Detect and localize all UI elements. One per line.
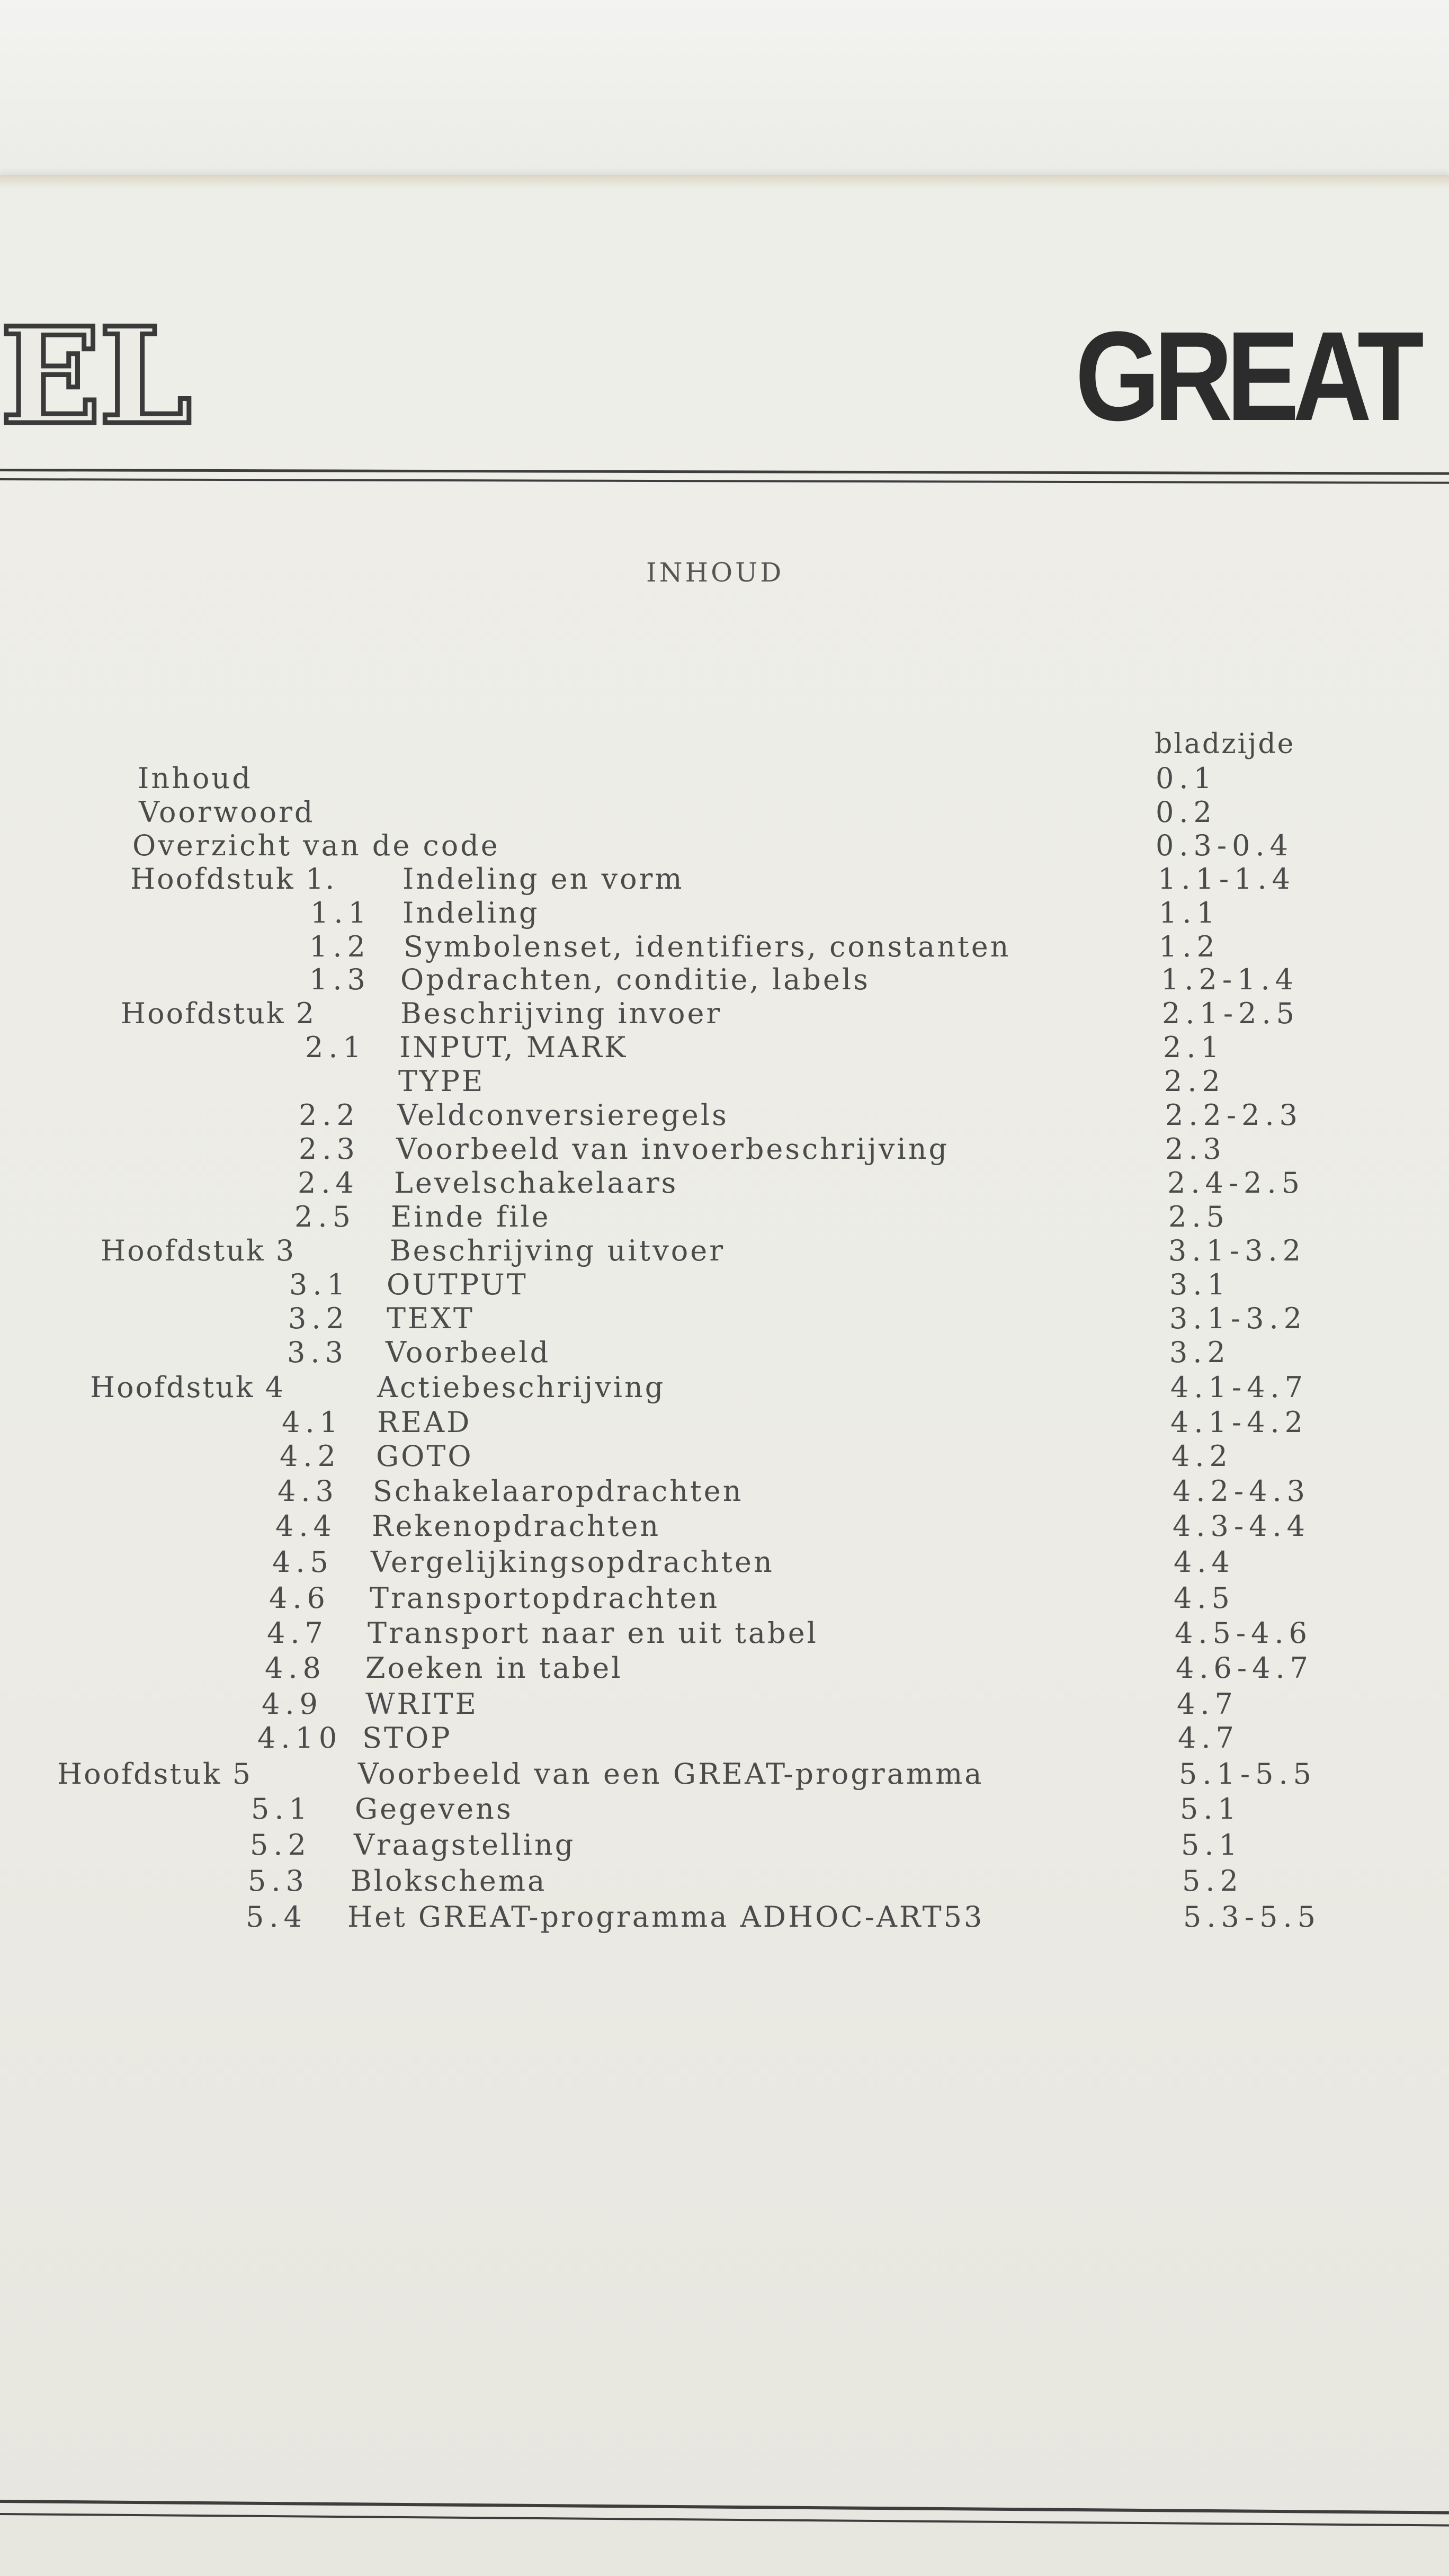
toc-entry-page: 0.3-0.4	[1156, 829, 1294, 862]
toc-entry-title: Einde file	[391, 1200, 551, 1233]
toc-entry-title: Vergelijkingsopdrachten	[371, 1545, 774, 1579]
toc-section-number: 2.4	[298, 1166, 359, 1200]
toc-entry-title: Indeling	[402, 896, 540, 929]
toc-entry-title: Blokschema	[351, 1864, 547, 1898]
toc-entry-page: 5.3-5.5	[1183, 1900, 1321, 1934]
toc-section-number: 3.3	[287, 1336, 348, 1369]
toc-section-number: 3.1	[289, 1268, 351, 1301]
toc-entry-title: Gegevens	[355, 1792, 513, 1826]
toc-entry-title: GOTO	[376, 1439, 473, 1473]
toc-section-number: 4.5	[272, 1545, 334, 1579]
background	[0, 0, 1449, 180]
toc-section-number: 5.2	[250, 1828, 311, 1862]
toc-entry-page: 5.1-5.5	[1179, 1757, 1317, 1791]
toc-entry-page: 4.5-4.6	[1175, 1616, 1313, 1650]
toc-section-number: 4.1	[282, 1406, 343, 1439]
toc-entry-page: 1.2	[1159, 930, 1220, 963]
toc-entry-page: 4.7	[1177, 1687, 1238, 1721]
toc-section-number: 4.8	[265, 1651, 326, 1685]
toc-section-number: 4.6	[269, 1581, 330, 1615]
toc-chapter-label: Hoofdstuk 4	[90, 1371, 285, 1404]
toc-entry-title: Beschrijving uitvoer	[390, 1234, 726, 1267]
toc-entry-page: 2.1-2.5	[1162, 997, 1300, 1030]
toc-entry-page: 1.1-1.4	[1158, 862, 1296, 896]
toc-section-number: 3.2	[288, 1302, 350, 1335]
toc-entry-page: 2.2	[1164, 1065, 1226, 1098]
paper-edge	[0, 175, 1449, 189]
toc-entry-title: Indeling en vorm	[402, 862, 684, 896]
toc-section-number: 2.2	[299, 1098, 360, 1132]
toc-section-number: 5.3	[248, 1864, 309, 1898]
toc-entry-title: Voorbeeld van een GREAT-programma	[358, 1757, 984, 1791]
toc-entry-page: 2.5	[1168, 1200, 1230, 1233]
toc-entry-page: 2.4-2.5	[1167, 1166, 1305, 1200]
toc-entry-page: 5.1	[1181, 1828, 1242, 1862]
toc-entry-title: Symbolenset, identifiers, constanten	[404, 930, 1011, 963]
toc-entry-page: 4.3-4.4	[1173, 1509, 1311, 1543]
toc-chapter-label: Hoofdstuk 2	[121, 997, 316, 1030]
toc-title: INHOUD	[646, 557, 784, 588]
toc-entry-title: Schakelaaropdrachten	[373, 1474, 744, 1508]
toc-entry-page: 2.2-2.3	[1165, 1098, 1303, 1132]
toc-entry-page: 1.1	[1159, 896, 1220, 929]
toc-entry-page: 2.1	[1163, 1031, 1224, 1064]
toc-section-number: 4.2	[280, 1439, 341, 1473]
toc-entry-page: 2.3	[1165, 1132, 1227, 1166]
toc-entry-page: 5.1	[1180, 1792, 1241, 1826]
toc-entry-title: Levelschakelaars	[394, 1166, 678, 1200]
toc-entry-title: OUTPUT	[387, 1268, 528, 1301]
toc-entry-title: Beschrijving invoer	[400, 997, 722, 1030]
toc-section-number: 1.2	[309, 930, 371, 963]
toc-chapter-label: Hoofdstuk 3	[101, 1234, 296, 1267]
toc-section-number: 4.4	[275, 1509, 337, 1543]
toc-entry-title: Opdrachten, conditie, labels	[400, 963, 870, 996]
toc-entry-title: Voorwoord	[139, 795, 315, 829]
toc-entry-title: Inhoud	[138, 762, 253, 795]
toc-chapter-label: Hoofdstuk 5	[57, 1757, 253, 1791]
toc-entry-page: 4.1-4.7	[1170, 1371, 1309, 1404]
toc-section-number: 4.3	[278, 1474, 339, 1508]
toc-entry-title: WRITE	[365, 1687, 478, 1721]
toc-entry-page: 3.1	[1169, 1268, 1231, 1301]
toc-section-number: 2.1	[305, 1031, 366, 1064]
toc-section-number: 1.1	[310, 896, 372, 929]
toc-entry-page: 5.2	[1182, 1864, 1244, 1898]
toc-entry-page: 4.7	[1178, 1721, 1239, 1755]
toc-entry-page: 0.1	[1156, 762, 1217, 795]
toc-entry-title: READ	[377, 1406, 472, 1439]
toc-entry-page: 0.2	[1156, 795, 1217, 829]
toc-entry-title: INPUT, MARK	[399, 1031, 628, 1064]
toc-section-number: 4.10	[257, 1721, 343, 1755]
toc-pages-label: bladzijde	[1155, 728, 1295, 760]
toc-section-number: 4.7	[267, 1616, 328, 1650]
toc-entry-title: Transport naar en uit tabel	[368, 1616, 818, 1650]
toc-entry-title: Veldconversieregels	[397, 1098, 729, 1132]
toc-entry-title: Voorbeeld van invoerbeschrijving	[396, 1132, 950, 1166]
toc-entry-title: Rekenopdrachten	[372, 1509, 661, 1543]
toc-section-number: 4.9	[262, 1687, 323, 1721]
toc-entry-page: 3.1-3.2	[1168, 1234, 1307, 1267]
toc-entry-title: Voorbeeld	[386, 1336, 551, 1369]
toc-entry-title: Het GREAT-programma ADHOC-ART53	[347, 1900, 985, 1934]
toc-entry-page: 4.4	[1174, 1545, 1235, 1579]
toc-section-number: 2.3	[299, 1132, 360, 1166]
toc-entry-title: Overzicht van de code	[132, 829, 500, 862]
toc-entry-title: TEXT	[387, 1302, 475, 1335]
header-logo-left: EL	[0, 298, 190, 454]
toc-entry-title: Zoeken in tabel	[365, 1651, 623, 1685]
toc-entry-page: 4.6-4.7	[1176, 1651, 1314, 1685]
toc-entry-page: 4.2-4.3	[1173, 1474, 1311, 1508]
toc-entry-page: 4.1-4.2	[1170, 1406, 1309, 1439]
toc-entry-title: Transportopdrachten	[370, 1581, 720, 1615]
toc-entry-page: 4.5	[1174, 1581, 1235, 1615]
toc-entry-page: 3.1-3.2	[1169, 1302, 1308, 1335]
toc-section-number: 1.3	[309, 963, 371, 996]
toc-section-number: 5.1	[251, 1792, 312, 1826]
header-logo-right: GREAT	[1075, 305, 1418, 447]
toc-section-number: 2.5	[294, 1200, 356, 1233]
toc-entry-title: TYPE	[398, 1065, 485, 1098]
toc-entry-page: 4.2	[1171, 1439, 1233, 1473]
toc-entry-page: 3.2	[1169, 1336, 1231, 1369]
toc-entry-title: Vraagstelling	[354, 1828, 576, 1862]
toc-section-number: 5.4	[246, 1900, 307, 1934]
toc-chapter-label: Hoofdstuk 1.	[130, 862, 336, 896]
toc-entry-page: 1.2-1.4	[1161, 963, 1299, 996]
toc-entry-title: STOP	[362, 1721, 452, 1755]
toc-entry-title: Actiebeschrijving	[377, 1371, 666, 1404]
